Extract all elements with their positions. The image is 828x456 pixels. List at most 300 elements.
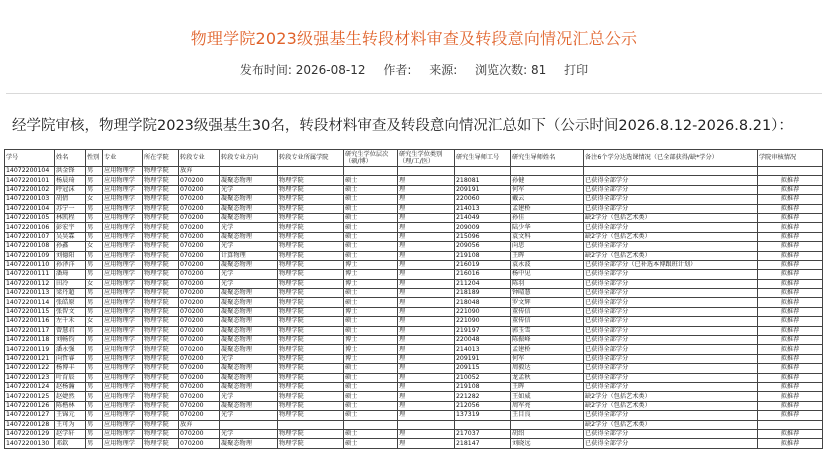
table-cell: 14072200107 — [5, 232, 55, 241]
table-cell: 光学 — [220, 223, 278, 232]
table-cell: 理 — [398, 232, 455, 241]
table-cell: 陈振峰 — [511, 336, 584, 345]
table-cell: 男 — [86, 204, 103, 213]
table-row — [5, 251, 823, 260]
table-cell: 14072200111 — [5, 270, 55, 279]
table-cell: 凝聚态物理 — [220, 307, 278, 316]
table-cell: 137319 — [455, 411, 511, 420]
table-cell: 凝聚态物理 — [220, 317, 278, 326]
table-cell: 曾慧君 — [55, 326, 86, 335]
table-cell: 215096 — [455, 232, 511, 241]
table-cell: 拟推荐 — [758, 213, 823, 222]
table-cell: 应用物理学 — [103, 298, 143, 307]
table-cell: 070200 — [179, 185, 220, 194]
table-cell: 硕士 — [344, 185, 398, 194]
table-cell: 硕士 — [344, 289, 398, 298]
table-cell: 硕士 — [344, 204, 398, 213]
table-cell: 理 — [398, 307, 455, 316]
table-cell: 硕士 — [344, 176, 398, 185]
table-cell: 理 — [398, 204, 455, 213]
table-row — [5, 195, 823, 204]
table-cell: 070200 — [179, 382, 220, 391]
column-header: 所在学院 — [143, 150, 179, 167]
table-cell: 男 — [86, 336, 103, 345]
table-cell: 向思 — [511, 242, 584, 251]
table-cell: 胡绍 — [511, 429, 584, 438]
column-header: 转段专业方向 — [220, 150, 278, 167]
views-info — [475, 63, 546, 77]
table-cell: 14072200106 — [5, 223, 55, 232]
table-cell: 物理学院 — [278, 429, 344, 438]
lead-paragraph: 经学院审核，物理学院2023级强基生30名，转段材料审查及转段意向情况汇总如下（公示时间2026.8.12-2026.8.21）： — [12, 118, 793, 134]
table-cell: 孙佳 — [511, 213, 584, 222]
table-cell: 物理学院 — [278, 382, 344, 391]
table-cell: 220048 — [455, 336, 511, 345]
table-cell: 物理学院 — [143, 364, 179, 373]
table-cell: 理 — [398, 195, 455, 204]
table-cell — [278, 167, 344, 176]
table-cell: 向哲睿 — [55, 354, 86, 363]
table-cell: 14072200104 — [5, 204, 55, 213]
table-cell: 应用物理学 — [103, 392, 143, 401]
table-cell: 已获得全部学分 — [584, 204, 758, 213]
table-cell: 14072200129 — [5, 429, 55, 438]
table-cell: 理 — [398, 401, 455, 410]
table-cell: 已获得全部学分 — [584, 411, 758, 420]
table-cell: 已获得全部学分 — [584, 195, 758, 204]
table-cell: 拟推荐 — [758, 354, 823, 363]
table-cell: 博士 — [344, 270, 398, 279]
table-row — [5, 439, 823, 448]
table-cell: 210052 — [455, 373, 511, 382]
table-cell: 14072200117 — [5, 326, 55, 335]
table-row — [5, 176, 823, 185]
table-cell: 孙健 — [511, 176, 584, 185]
table-cell: 王晖 — [511, 382, 584, 391]
table-cell: 应用物理学 — [103, 213, 143, 222]
table-cell: 应用物理学 — [103, 336, 143, 345]
table-cell: 拟推荐 — [758, 373, 823, 382]
table-row — [5, 260, 823, 269]
table-cell: 已获得全部学分 — [584, 307, 758, 316]
table-cell: 龙孟秋 — [511, 373, 584, 382]
table-cell: 已获得全部学分 — [584, 364, 758, 373]
table-cell: 男 — [86, 251, 103, 260]
table-cell: 光学 — [220, 411, 278, 420]
page-title: 物理学院2023级强基生转段材料审查及转段意向情况汇总公示 — [190, 29, 638, 48]
table-cell: 216019 — [455, 260, 511, 269]
table-cell — [278, 420, 344, 429]
table-cell: 14072200128 — [5, 420, 55, 429]
table-row — [5, 289, 823, 298]
table-cell: 男 — [86, 401, 103, 410]
table-cell: 光学 — [220, 185, 278, 194]
table-cell: 钟晴慧 — [511, 289, 584, 298]
table-cell: 博士 — [344, 307, 398, 316]
column-header: 转段专业 — [179, 150, 220, 167]
column-header: 研究生导师工号 — [455, 150, 511, 167]
table-cell: 硕士 — [344, 401, 398, 410]
table-cell: 物理学院 — [143, 326, 179, 335]
table-cell: 凝聚态物理 — [220, 326, 278, 335]
table-cell: 拟推荐 — [758, 298, 823, 307]
table-row — [5, 373, 823, 382]
table-cell: 已获得全部学分 — [584, 336, 758, 345]
table-cell: 凝聚态物理 — [220, 336, 278, 345]
table-cell: 物理学院 — [278, 401, 344, 410]
table-cell: 凝聚态物理 — [220, 298, 278, 307]
table-cell: 刘德阳 — [55, 251, 86, 260]
table-cell: 理 — [398, 336, 455, 345]
table-row — [5, 326, 823, 335]
table-cell: 物理学院 — [143, 373, 179, 382]
table-cell: 董传信 — [511, 307, 584, 316]
table-cell: 220060 — [455, 195, 511, 204]
table-cell: 杨晨琦 — [55, 176, 86, 185]
table-cell: 070200 — [179, 289, 220, 298]
table-cell: 070200 — [179, 439, 220, 448]
table-cell: 理 — [398, 317, 455, 326]
table-row — [5, 213, 823, 222]
table-cell: 硕士 — [344, 373, 398, 382]
table-cell: 硕士 — [344, 439, 398, 448]
table-cell: 拟推荐 — [758, 204, 823, 213]
table-cell: 拟推荐 — [758, 382, 823, 391]
table-cell: 理 — [398, 429, 455, 438]
table-cell: 女 — [86, 279, 103, 288]
table-cell: 杨博丰 — [55, 364, 86, 373]
table-cell: 物理学院 — [278, 439, 344, 448]
table-cell: 已获得全部学分 — [584, 223, 758, 232]
table-cell: 男 — [86, 298, 103, 307]
table-cell: 221282 — [455, 392, 511, 401]
table-cell: 物理学院 — [278, 270, 344, 279]
table-row — [5, 354, 823, 363]
table-cell — [455, 420, 511, 429]
table-cell: 拟推荐 — [758, 242, 823, 251]
table-cell: 219197 — [455, 326, 511, 335]
table-body — [5, 167, 823, 449]
table-cell: 物理学院 — [143, 429, 179, 438]
table-cell: 拟推荐 — [758, 195, 823, 204]
table-cell: 袁文科 — [511, 232, 584, 241]
table-cell: 应用物理学 — [103, 260, 143, 269]
table-cell: 硕士 — [344, 195, 398, 204]
table-cell: 物理学院 — [143, 439, 179, 448]
table-cell: 应用物理学 — [103, 401, 143, 410]
table-cell: 应用物理学 — [103, 307, 143, 316]
table-cell: 219108 — [455, 382, 511, 391]
table-cell: 物理学院 — [143, 213, 179, 222]
table-cell: 14072200115 — [5, 307, 55, 316]
table-cell: 硕士 — [344, 392, 398, 401]
table-cell: 14072200127 — [5, 411, 55, 420]
table-cell: 已获得全部学分 — [584, 373, 758, 382]
table-cell: 郭玉雪 — [511, 326, 584, 335]
table-cell: 光学 — [220, 429, 278, 438]
table-cell: 理 — [398, 373, 455, 382]
table-cell: 男 — [86, 392, 103, 401]
table-cell: 梁丹超 — [55, 289, 86, 298]
table-cell: 140722001​04 — [5, 167, 55, 176]
table-cell: 物理学院 — [278, 279, 344, 288]
table-cell: 放弃 — [179, 420, 220, 429]
table-cell: 男 — [86, 223, 103, 232]
table-cell: 男 — [86, 411, 103, 420]
table-cell: 放弃 — [179, 167, 220, 176]
table-cell: 应用物理学 — [103, 354, 143, 363]
table-cell: 男 — [86, 185, 103, 194]
table-cell: 已获得全部学分（已补选本博跟班计划） — [584, 260, 758, 269]
table-cell: 应用物理学 — [103, 364, 143, 373]
table-cell: 博士 — [344, 279, 398, 288]
table-row — [5, 270, 823, 279]
table-cell: 男 — [86, 382, 103, 391]
table-cell: 凝聚态物理 — [220, 401, 278, 410]
table-cell: 070200 — [179, 223, 220, 232]
table-cell: 凝聚态物理 — [220, 364, 278, 373]
table-row — [5, 223, 823, 232]
table-cell: 已获得全部学分 — [584, 326, 758, 335]
table-cell: 已获得全部学分 — [584, 354, 758, 363]
table-cell: 应用物理学 — [103, 317, 143, 326]
table-cell: 物理学院 — [278, 307, 344, 316]
table-cell: 硕士 — [344, 242, 398, 251]
table-cell: 219108 — [455, 251, 511, 260]
table-cell: 硕士 — [344, 429, 398, 438]
table-cell: 物理学院 — [143, 270, 179, 279]
table-cell: 物理学院 — [143, 204, 179, 213]
table-cell: 凝聚态物理 — [220, 195, 278, 204]
table-cell — [455, 167, 511, 176]
table-cell: 拟推荐 — [758, 176, 823, 185]
table-cell: 男 — [86, 429, 103, 438]
table-cell: 物理学院 — [143, 251, 179, 260]
table-cell: 物理学院 — [278, 195, 344, 204]
table-cell: 物理学院 — [278, 345, 344, 354]
table-cell: 赵学轩 — [55, 429, 86, 438]
table-cell: 物理学院 — [278, 336, 344, 345]
table-cell: 理 — [398, 260, 455, 269]
table-cell: 光学 — [220, 279, 278, 288]
table-row — [5, 232, 823, 241]
table-cell: 拟推荐 — [758, 223, 823, 232]
table-row — [5, 298, 823, 307]
table-cell: 物理学院 — [143, 401, 179, 410]
table-cell: 物理学院 — [143, 260, 179, 269]
table-cell: 硕士 — [344, 213, 398, 222]
table-cell: 理 — [398, 223, 455, 232]
table-cell: 070200 — [179, 317, 220, 326]
table-cell: 物理学院 — [143, 317, 179, 326]
table-cell — [511, 167, 584, 176]
table-cell: 硕士 — [344, 317, 398, 326]
table-cell: 陈楷林 — [55, 401, 86, 410]
table-cell: 070200 — [179, 345, 220, 354]
table-cell: 物理学院 — [143, 242, 179, 251]
column-header: 研究生导师姓名 — [511, 150, 584, 167]
table-cell: 已获得全部学分 — [584, 176, 758, 185]
table-cell: 拟推荐 — [758, 232, 823, 241]
table-cell — [344, 167, 398, 176]
table-cell: 博士 — [344, 336, 398, 345]
table-cell: 应用物理学 — [103, 279, 143, 288]
table-cell: 拟推荐 — [758, 392, 823, 401]
table-cell: 218081 — [455, 176, 511, 185]
table-cell: 理 — [398, 298, 455, 307]
table-cell: 硕士 — [344, 364, 398, 373]
table-cell: 070200 — [179, 270, 220, 279]
table-cell: 应用物理学 — [103, 411, 143, 420]
table-row — [5, 317, 823, 326]
table-cell: 211204 — [455, 279, 511, 288]
table-cell: 拟推荐 — [758, 336, 823, 345]
table-cell: 男 — [86, 232, 103, 241]
table-cell: 理 — [398, 382, 455, 391]
table-cell: 拟推荐 — [758, 279, 823, 288]
table-cell: 呼冠沫 — [55, 185, 86, 194]
table-cell: 潘永强 — [55, 345, 86, 354]
table-cell: 光学 — [220, 270, 278, 279]
table-cell: 王可为 — [55, 420, 86, 429]
table-row — [5, 185, 823, 194]
table-cell: 209115 — [455, 364, 511, 373]
table-cell: 理 — [398, 364, 455, 373]
table-cell: 应用物理学 — [103, 195, 143, 204]
table-cell: 物理学院 — [278, 232, 344, 241]
table-cell: 男 — [86, 326, 103, 335]
table-cell: 070200 — [179, 213, 220, 222]
table-cell: 070200 — [179, 373, 220, 382]
table-cell: 已获得全部学分 — [584, 185, 758, 194]
table-cell — [398, 167, 455, 176]
table-cell: 已获得全部学分 — [584, 298, 758, 307]
table-cell: 苏宁一 — [55, 204, 86, 213]
table-cell: 袁永波 — [511, 260, 584, 269]
table-cell: 拟推荐 — [758, 326, 823, 335]
table-cell: 光学 — [220, 354, 278, 363]
table-row — [5, 204, 823, 213]
table-cell: 田冷 — [55, 279, 86, 288]
publish-date: 2026-08-12 — [295, 63, 366, 77]
table-cell: 应用物理学 — [103, 420, 143, 429]
table-cell: 应用物理学 — [103, 176, 143, 185]
table-cell: 赵杨瀚 — [55, 382, 86, 391]
table-cell — [344, 420, 398, 429]
table-cell: 男 — [86, 364, 103, 373]
table-cell: 拟推荐 — [758, 317, 823, 326]
table-cell: 拟推荐 — [758, 185, 823, 194]
publish-info — [240, 63, 366, 77]
table-cell: 男 — [86, 167, 103, 176]
table-cell: 女 — [86, 242, 103, 251]
table-cell: 209009 — [455, 223, 511, 232]
table-cell: 硕士 — [344, 251, 398, 260]
print-link[interactable]: 打印 — [564, 63, 589, 77]
table-cell: 理 — [398, 185, 455, 194]
table-cell: 14072200124 — [5, 382, 55, 391]
table-cell: 拟推荐 — [758, 439, 823, 448]
table-cell: 凝聚态物理 — [220, 345, 278, 354]
table-row — [5, 411, 823, 420]
table-cell: 物理学院 — [278, 411, 344, 420]
table-cell: 14072200130 — [5, 439, 55, 448]
table-cell: 林凯程 — [55, 213, 86, 222]
table-cell: 拟推荐 — [758, 401, 823, 410]
table-row — [5, 167, 823, 176]
source-label: 来源: — [429, 63, 458, 77]
table-cell: 物理学院 — [278, 326, 344, 335]
views-label: 浏览次数: — [475, 63, 528, 77]
table-cell: 缺2学分（包括艺术类） — [584, 232, 758, 241]
table-cell: 物理学院 — [143, 185, 179, 194]
table-cell: 理 — [398, 176, 455, 185]
table-cell: 张智文 — [55, 307, 86, 316]
table-cell: 陆少华 — [511, 223, 584, 232]
table-cell: 物理学院 — [278, 176, 344, 185]
table-cell: 14072200101 — [5, 176, 55, 185]
table-cell: 070200 — [179, 411, 220, 420]
table-cell: 缺2学分（包括艺术类） — [584, 420, 758, 429]
table-row — [5, 336, 823, 345]
table-cell: 拟推荐 — [758, 364, 823, 373]
column-header: 学号 — [5, 150, 55, 167]
table-cell: 理 — [398, 251, 455, 260]
table-cell: 14072200125 — [5, 392, 55, 401]
table-cell: 070200 — [179, 204, 220, 213]
table-cell: 221090 — [455, 307, 511, 316]
article-meta — [0, 61, 828, 78]
table-cell: 已获得全部学分 — [584, 317, 758, 326]
table-cell: 应用物理学 — [103, 382, 143, 391]
table-cell: 陈羽 — [511, 279, 584, 288]
table-cell: 已获得全部学分 — [584, 439, 758, 448]
table-cell: 周毅达 — [511, 364, 584, 373]
table-cell: 14072200114 — [5, 298, 55, 307]
table-cell: 物理学院 — [143, 420, 179, 429]
table-cell: 070200 — [179, 279, 220, 288]
table-cell: 孟建桥 — [511, 345, 584, 354]
table-cell: 物理学院 — [143, 411, 179, 420]
table-cell: 物理学院 — [278, 242, 344, 251]
table-cell: 博士 — [344, 354, 398, 363]
table-cell: 070200 — [179, 326, 220, 335]
table-cell: 14072200123 — [5, 373, 55, 382]
table-cell: 应用物理学 — [103, 251, 143, 260]
table-cell: 物理学院 — [143, 336, 179, 345]
table-cell: 14072200126 — [5, 401, 55, 410]
table-cell: 孟建桥 — [511, 204, 584, 213]
table-cell: 14072200122 — [5, 364, 55, 373]
table-cell: 光学 — [220, 242, 278, 251]
table-cell: 218048 — [455, 298, 511, 307]
table-header-row — [5, 150, 823, 167]
table-cell: 物理学院 — [143, 307, 179, 316]
table-cell: 14072200105 — [5, 213, 55, 222]
column-header: 研究生学位层次（硕/博） — [344, 150, 398, 167]
table-cell: 硕士 — [344, 232, 398, 241]
table-cell: 已获得全部学分 — [584, 279, 758, 288]
table-cell: 硕士 — [344, 298, 398, 307]
table-cell: 14072200118 — [5, 336, 55, 345]
table-cell: 缺2学分（包括艺术类） — [584, 392, 758, 401]
table-cell: 左千禾 — [55, 317, 86, 326]
table-cell: 14072200108 — [5, 242, 55, 251]
table-cell: 070200 — [179, 429, 220, 438]
table-cell: 212056 — [455, 401, 511, 410]
table-cell: 孙泽洋 — [55, 260, 86, 269]
table-cell: 070200 — [179, 336, 220, 345]
